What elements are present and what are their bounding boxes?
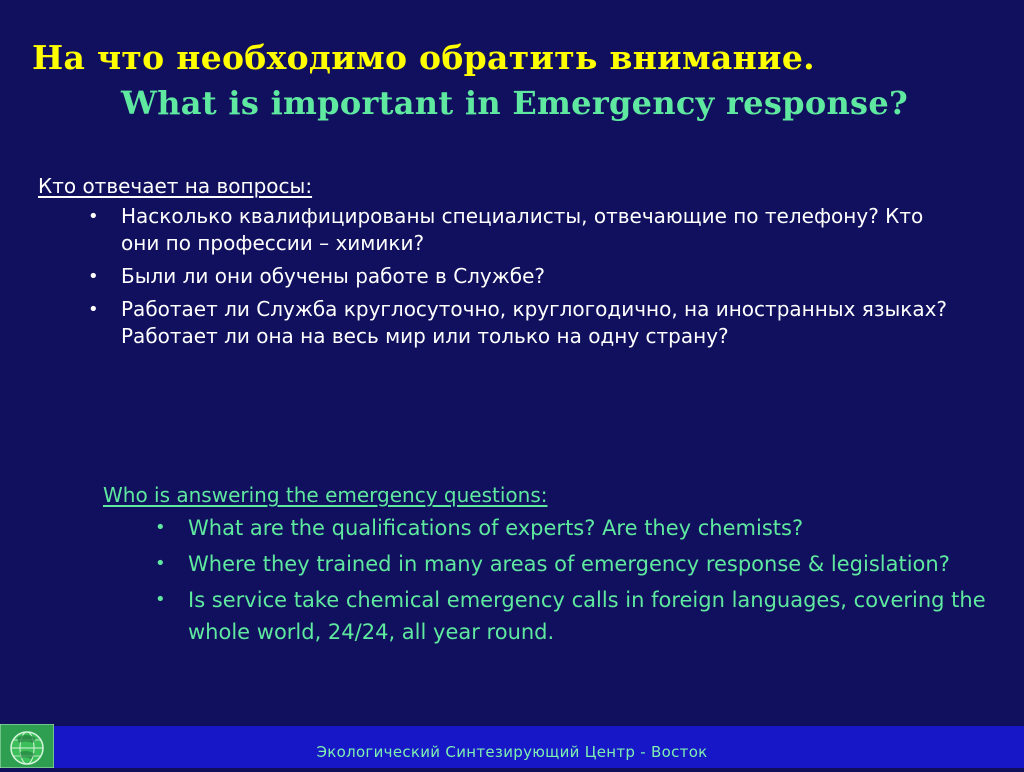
section-english (103, 481, 1013, 652)
bullet-list-english (155, 512, 1015, 648)
footer-bar (0, 726, 1024, 768)
globe-logo-graphic (0, 724, 54, 768)
list-item-text: Where they trained in many areas of emergency response & legislation? (188, 552, 950, 576)
bullet-icon: • (88, 299, 99, 320)
bullet-list-russian (88, 203, 948, 350)
section-russian-heading: Кто отвечает на вопросы: (38, 174, 313, 198)
footer-text: Экологический Синтезирующий Центр - Восток (316, 743, 708, 761)
globe-logo-icon (0, 724, 54, 768)
list-item (88, 296, 948, 350)
bullet-icon: • (155, 553, 166, 574)
bullet-icon: • (155, 589, 166, 610)
bullet-icon: • (88, 266, 99, 287)
list-item-text: Были ли они обучены работе в Службе? (121, 264, 546, 288)
list-item-text: Is service take chemical emergency calls in foreign languages, covering the whole world, 24/24, all year round. (188, 588, 986, 644)
title-english: What is important in Emergency response? (121, 84, 909, 122)
bullet-icon: • (88, 206, 99, 227)
list-item (155, 548, 1015, 580)
list-item-text: What are the qualifications of experts? Are they chemists? (188, 516, 804, 540)
list-item (155, 584, 1015, 648)
list-item (88, 263, 948, 290)
bullet-icon: • (155, 517, 166, 538)
section-english-heading: Who is answering the emergency questions: (103, 483, 548, 507)
list-item (88, 203, 948, 257)
title-russian: На что необходимо обратить внимание. (32, 38, 815, 77)
list-item (155, 512, 1015, 544)
list-item-text: Работает ли Служба круглосуточно, круглогодично, на иностранных языках? Работает ли она на весь мир или только на одну страну? (121, 297, 948, 348)
section-russian (38, 172, 998, 356)
list-item-text: Насколько квалифицированы специалисты, отвечающие по телефону? Кто они по профессии – химики? (121, 204, 924, 255)
